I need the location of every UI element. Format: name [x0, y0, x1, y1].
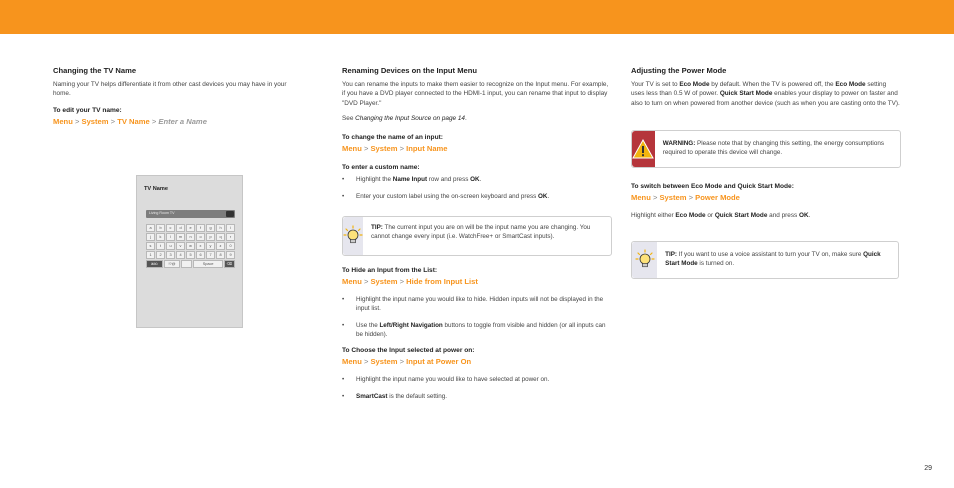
list-item: • SmartCast is the default setting. [342, 392, 612, 401]
column-tv-name [53, 66, 303, 126]
tip-box-voice-assistant [631, 241, 899, 279]
hide-input-steps [342, 295, 612, 339]
menu-path-input-name: Menu > System > Input Name [342, 143, 448, 153]
key: u [166, 242, 175, 250]
menu-path-item: TV Name [117, 116, 150, 126]
column-hide-input [342, 267, 612, 409]
column-power-mode [631, 66, 901, 108]
key: 2 [156, 251, 165, 259]
column-renaming-inputs [342, 66, 612, 209]
key: 6 [196, 251, 205, 259]
custom-name-steps [342, 175, 612, 201]
key: m [176, 233, 185, 241]
power-on-input-subheading: To Choose the Input selected at power on: [342, 347, 475, 354]
key: y [206, 242, 215, 250]
key: 4 [176, 251, 185, 259]
key: 0 [226, 242, 235, 250]
key: äöü [146, 260, 163, 268]
key: r [226, 233, 235, 241]
key: h [216, 224, 225, 232]
key: o [196, 233, 205, 241]
menu-path-hide-input: Menu > System > Hide from Input List [342, 277, 478, 286]
key: 8 [216, 251, 225, 259]
tip-box-input-name [342, 216, 612, 256]
key: e [186, 224, 195, 232]
heading-renaming-devices: Renaming Devices on the Input Menu [342, 66, 478, 75]
heading-changing-tv-name: Changing the TV Name [53, 66, 137, 75]
menu-path-power-mode: Menu > System > Power Mode [631, 193, 740, 202]
key: n [186, 233, 195, 241]
key: 7 [206, 251, 215, 259]
switch-mode-instruction: Highlight either Eco Mode or Quick Start Mode and press OK. [631, 212, 811, 219]
tv-name-intro: Naming your TV helps differentiate it from other cast devices you may have in your home. [53, 81, 287, 98]
key: l [166, 233, 175, 241]
key: z [216, 242, 225, 250]
key: Space [193, 260, 222, 268]
list-item: • Use the Left/Right Navigation buttons to toggle from visible and hidden (or all inputs can be hidden). [342, 321, 612, 339]
reference-link[interactable]: Changing the Input Source on page 14 [355, 115, 465, 123]
key: f [196, 224, 205, 232]
power-on-input-steps [342, 375, 612, 401]
lightbulb-icon [632, 242, 657, 278]
key: p [206, 233, 215, 241]
tip-text: TIP: If you want to use a voice assistant to turn your TV on, make sure Quick Start Mode is turned on. [665, 251, 881, 267]
menu-path-tv-name: Menu > System > TV Name > Enter a Name [53, 116, 207, 126]
key: d [176, 224, 185, 232]
tip-text: TIP: The current input you are on will be the input name you are changing. You cannot change every input (i.e. WatchFree+ or SmartCast inputs). [371, 224, 591, 240]
key [181, 260, 192, 268]
see-reference: See Changing the Input Source on page 14. [342, 115, 467, 123]
list-item: • Enter your custom label using the on-screen keyboard and press OK. [342, 192, 612, 201]
backspace-icon: ⌫ [224, 260, 235, 268]
list-item: • Highlight the Name Input row and press OK. [342, 175, 612, 184]
keyboard-row [146, 224, 235, 232]
menu-path-item: System [81, 116, 109, 126]
key: w [186, 242, 195, 250]
list-item: • Highlight the input name you would like to have selected at power on. [342, 375, 612, 384]
on-screen-keyboard [146, 224, 235, 269]
keyboard-row [146, 242, 235, 250]
key: s [146, 242, 155, 250]
warning-box [631, 130, 901, 168]
key: 9 [226, 251, 235, 259]
warning-icon [632, 131, 655, 167]
menu-path-input-power-on: Menu > System > Input at Power On [342, 357, 472, 366]
tv-name-input [146, 210, 235, 218]
power-mode-intro: Your TV is set to Eco Mode by default. When the TV is powered off, the Eco Mode setting uses less than 0.5 W of power. Quick Start Mode enables your display to power on faster and also to turn on when powered from another device (such as when you are casting onto the TV). [631, 81, 900, 107]
menu-path-item: Menu [53, 116, 73, 126]
keyboard-row [146, 233, 235, 241]
change-input-subheading: To change the name of an input: [342, 133, 443, 141]
key: 3 [166, 251, 175, 259]
renaming-intro: You can rename the inputs to make them easier to recognize on the Input menu. For example, if you have a DVD player connected to the HDMI-1 input, you can rename that input to display "DVD Player." [342, 81, 609, 107]
key: i [226, 224, 235, 232]
key: j [146, 233, 155, 241]
key: c [166, 224, 175, 232]
tv-name-screen-illustration [136, 175, 243, 328]
heading-power-mode: Adjusting the Power Mode [631, 66, 727, 75]
menu-path-item: Enter a Name [158, 116, 207, 126]
warning-text: WARNING: Please note that by changing this setting, the energy consumptions required to operate this device will change. [662, 140, 884, 156]
list-item: • Highlight the input name you would like to hide. Hidden inputs will not be displayed in the input list. [342, 295, 612, 313]
key: x [196, 242, 205, 250]
tv-screen-title: TV Name [144, 186, 168, 192]
key: a [146, 224, 155, 232]
edit-name-subheading: To edit your TV name: [53, 106, 122, 114]
key: k [156, 233, 165, 241]
tv-name-input-value: Living Room TV [149, 211, 175, 215]
key: b [156, 224, 165, 232]
key: 1 [146, 251, 155, 259]
hide-input-subheading: To Hide an Input from the List: [342, 267, 438, 274]
key: t [156, 242, 165, 250]
lightbulb-icon [343, 217, 363, 255]
key: v [176, 242, 185, 250]
custom-name-subheading: To enter a custom name: [342, 163, 420, 171]
clear-icon [226, 211, 234, 217]
key: 5 [186, 251, 195, 259]
column-switch-mode [631, 183, 901, 220]
page-number: 29 [924, 465, 932, 472]
key: q [216, 233, 225, 241]
keyboard-row [146, 260, 235, 268]
switch-mode-subheading: To switch between Eco Mode and Quick Start Mode: [631, 183, 794, 190]
header-bar [0, 0, 954, 34]
keyboard-row [146, 251, 235, 259]
key: g [206, 224, 215, 232]
key: !?@ [164, 260, 181, 268]
